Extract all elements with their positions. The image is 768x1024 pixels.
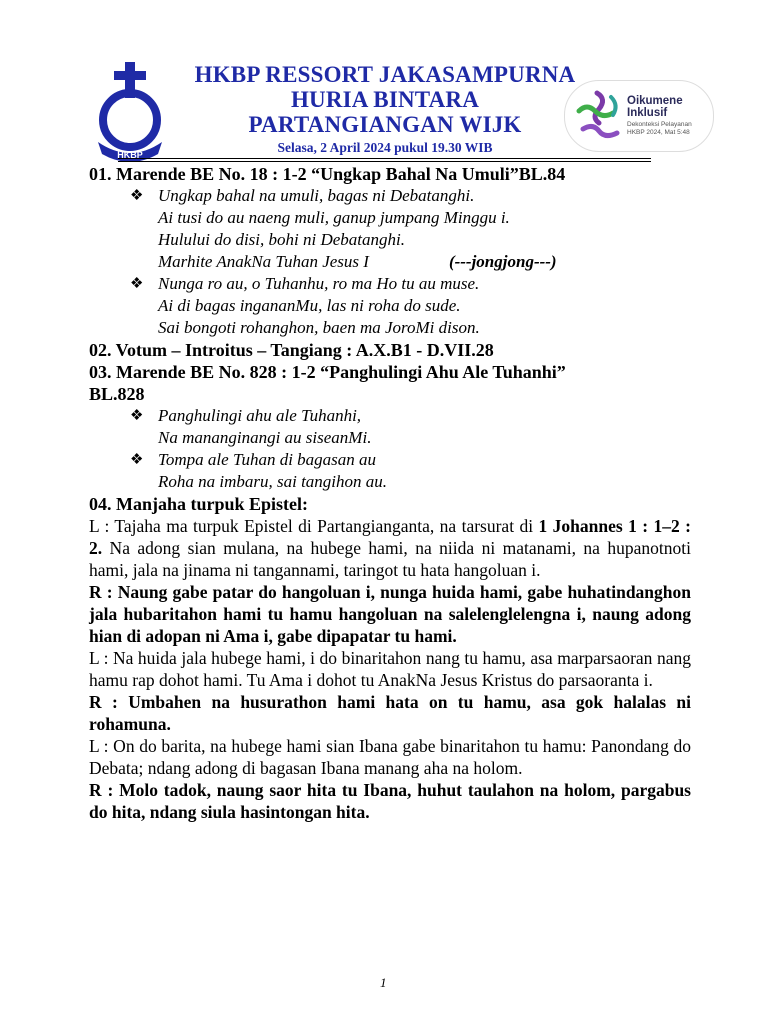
bullet-icon: ❖ <box>130 188 144 204</box>
date-line: Selasa, 2 April 2024 pukul 19.30 WIB <box>277 140 493 155</box>
reading-response-3: R : Molo tadok, naung saor hita tu Ibana, huhut taulahon na holom, pargabus do hita, ndang siula hasintongan hita. <box>89 780 691 822</box>
section-01-stanza-2 <box>89 273 691 339</box>
lyric-line: Roha na imbaru, sai tangihon au. <box>158 472 388 491</box>
lyric-line <box>158 251 691 273</box>
lyric-line: Ungkap bahal na umuli, bagas ni Debatanghi. <box>158 186 475 205</box>
lyric-line: Nunga ro au, o Tuhanhu, ro ma Ho tu au muse. <box>158 274 480 293</box>
reading-text: L : Tajaha ma turpuk Epistel di Partangianganta, na tarsurat di <box>89 516 539 536</box>
oikumene-line-3: Dekonteksi Pelayanan HKBP 2024, Mat 5:48 <box>627 121 692 136</box>
oikumene-logo-icon <box>564 80 714 152</box>
title-line-1: HKBP RESSORT JAKASAMPURNA <box>194 62 576 87</box>
header-divider-bottom <box>118 161 651 162</box>
section-01-heading: 01. Marende BE No. 18 : 1-2 “Ungkap Bahal Na Umuli”BL.84 <box>89 164 566 184</box>
section-03-heading-line-1: 03. Marende BE No. 828 : 1-2 “Panghulingi Ahu Ale Tuhanhi” <box>89 362 566 382</box>
bullet-icon: ❖ <box>130 408 144 424</box>
lyric-line: Ai di bagas inganan​Mu, las ni roha do sude. <box>158 296 461 315</box>
bullet-icon: ❖ <box>130 276 144 292</box>
section-02-heading: 02. Votum – Introitus – Tangiang : A.X.B1 - D.VII.28 <box>89 340 494 360</box>
reading-leader-1 <box>89 515 691 581</box>
lyric-line: Panghulingi ahu ale Tuhanhi, <box>158 406 362 425</box>
oikumene-line-2: Inklusif <box>627 107 668 119</box>
oikumene-line-1: Oikumene <box>627 95 683 107</box>
title-line-3: PARTANGIANGAN WIJK <box>248 112 522 137</box>
section-03-heading-line-2: BL.828 <box>89 384 145 404</box>
jongjong-note: (---jongjong---) <box>448 252 557 271</box>
lyric-line: Hulului do disi, bohi ni Debatanghi. <box>158 230 405 249</box>
hkbp-logo-icon <box>88 62 188 162</box>
header-titles <box>180 62 590 156</box>
reading-response-2: R : Umbahen na husurathon hami hata on tu hamu, asa gok halalas ni rohamuna. <box>89 692 691 734</box>
section-01-stanza-1 <box>89 185 691 273</box>
header-divider-top <box>118 158 651 159</box>
page-number: 1 <box>380 975 387 990</box>
lyric-line: Tompa ale Tuhan di bagasan au <box>158 450 377 469</box>
liturgy-content <box>89 163 691 823</box>
lyric-line: Ai tusi do au naeng muli, ganup jumpang Minggu i. <box>158 208 510 227</box>
section-04-heading: 04. Manjaha turpuk Epistel: <box>89 494 309 514</box>
hkbp-logo-text: HKBP <box>117 150 143 160</box>
reading-leader-3: L : On do barita, na hubege hami sian Ibana gabe binaritahon tu hamu: Panondang do Debata; ndang adong di bagasan Ibana manang aha na holom. <box>89 736 691 778</box>
reading-text: Na adong sian mulana, na hubege hami, na niida ni matanami, na hupanotnoti hami, jala na jinama ni tangannami, taringot tu hata hangoluan i. <box>89 538 691 580</box>
section-03-stanza-2 <box>89 449 691 493</box>
lyric-text: Marhite AnakNa Tuhan Jesus I <box>158 252 369 271</box>
title-line-2: HURIA BINTARA <box>290 87 480 112</box>
scripture-reference: 1 Johannes 1 : 1–2 : 2. <box>89 516 691 558</box>
lyric-line: Sai bongoti rohanghon, baen ma JoroMi dison. <box>158 318 480 337</box>
bullet-icon: ❖ <box>130 452 144 468</box>
lyric-line: Na mananginangi au siseanMi. <box>158 428 372 447</box>
reading-response-1: R : Naung gabe patar do hangoluan i, nunga huida hami, gabe huhatindanghon jala hubaritahon hami tu hamu hangoluan na salelenglelengna i, naung adong hian di adopan ni Ama i, gabe dipapatar tu hami. <box>89 582 691 646</box>
section-03-stanza-1 <box>89 405 691 449</box>
reading-leader-2: L : Na huida jala hubege hami, i do binaritahon nang tu hamu, asa marparsaoran nang hamu rap dohot hami. Tu Ama i dohot tu AnakNa Jesus Kristus do parsaoranta i. <box>89 648 691 690</box>
oikumene-swirl-icon <box>573 89 625 143</box>
